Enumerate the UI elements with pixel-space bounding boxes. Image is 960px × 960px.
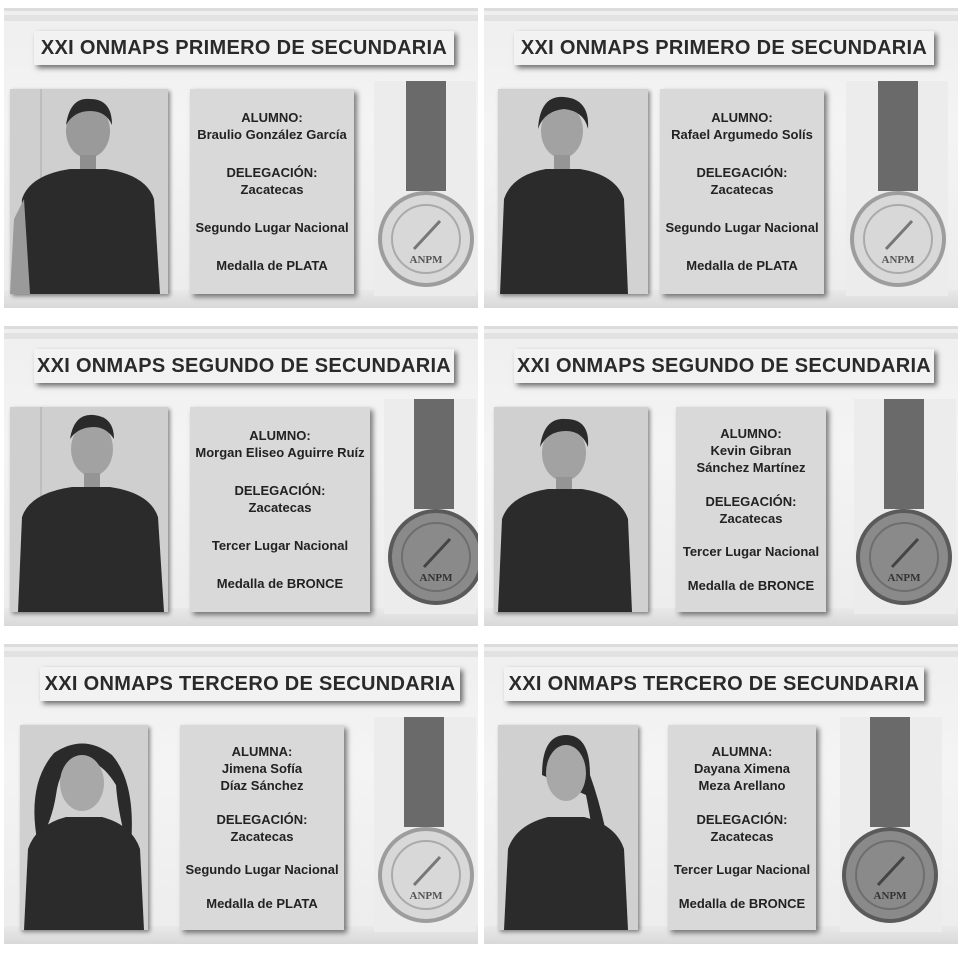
svg-text:ANPM: ANPM	[409, 254, 443, 266]
medal-image	[374, 717, 476, 932]
medal-icon	[846, 81, 948, 296]
card-banner: XXI ONMAPS TERCERO DE SECUNDARIA	[40, 667, 460, 701]
medal-image	[846, 81, 948, 296]
delegation-label: DELEGACIÓN:	[696, 165, 788, 181]
card-banner: XXI ONMAPS PRIMERO DE SECUNDARIA	[514, 31, 934, 65]
card-banner: XXI ONMAPS PRIMERO DE SECUNDARIA	[34, 31, 454, 65]
delegation-label: DELEGACIÓN:	[226, 165, 318, 181]
student-info-panel	[190, 407, 370, 612]
card-banner: XXI ONMAPS SEGUNDO DE SECUNDARIA	[34, 349, 454, 383]
student-info-panel	[660, 89, 824, 294]
svg-text:ANPM: ANPM	[409, 890, 443, 902]
delegation-value: Zacatecas	[240, 182, 304, 198]
student-photo	[494, 407, 648, 612]
medal-image	[840, 717, 942, 932]
card-banner: XXI ONMAPS TERCERO DE SECUNDARIA	[504, 667, 924, 701]
medal-icon	[374, 717, 476, 932]
student-info-panel	[668, 725, 816, 930]
student-photo	[10, 89, 168, 294]
student-info-panel	[190, 89, 354, 294]
place-text: Tercer Lugar Nacional	[682, 544, 820, 560]
student-name: Kevin Gibran	[710, 443, 792, 459]
award-card	[484, 644, 958, 944]
medal-icon	[374, 81, 476, 296]
student-figure	[498, 89, 648, 294]
delegation-label: DELEGACIÓN:	[234, 483, 326, 499]
medal-icon	[854, 399, 956, 614]
student-name-line-2: Meza Arellano	[698, 778, 786, 794]
medal-text: Medalla de BRONCE	[687, 577, 815, 593]
svg-text:ANPM: ANPM	[887, 572, 921, 584]
medal-image	[374, 81, 476, 296]
student-label: ALUMNO:	[249, 428, 311, 444]
student-figure	[10, 89, 168, 294]
student-figure	[10, 407, 168, 612]
student-photo	[498, 89, 648, 294]
medal-text: Medalla de PLATA	[686, 257, 798, 273]
award-card	[484, 8, 958, 308]
delegation-value: Zacatecas	[710, 828, 774, 844]
student-name: Braulio González García	[197, 127, 347, 143]
medal-icon	[384, 399, 478, 614]
student-label: ALUMNO:	[711, 110, 773, 126]
student-info-panel	[676, 407, 826, 612]
student-name: Rafael Argumedo Solís	[671, 127, 813, 143]
medal-text: Medalla de BRONCE	[216, 575, 344, 591]
medal-image	[384, 399, 476, 614]
student-info-panel	[180, 725, 344, 930]
award-card	[484, 326, 958, 626]
svg-text:ANPM: ANPM	[873, 890, 907, 902]
student-name: Jimena Sofía	[221, 761, 303, 777]
place-text: Segundo Lugar Nacional	[665, 219, 819, 235]
delegation-value: Zacatecas	[710, 182, 774, 198]
student-label: ALUMNA:	[231, 744, 293, 760]
student-photo	[10, 407, 168, 612]
medal-text: Medalla de PLATA	[216, 257, 328, 273]
student-photo	[498, 725, 638, 930]
place-text: Segundo Lugar Nacional	[185, 862, 339, 878]
student-name-line-2: Díaz Sánchez	[220, 778, 304, 794]
delegation-label: DELEGACIÓN:	[705, 493, 797, 509]
delegation-label: DELEGACIÓN:	[696, 811, 788, 827]
student-figure	[494, 407, 648, 612]
student-figure	[20, 725, 148, 930]
student-label: ALUMNO:	[241, 110, 303, 126]
student-label: ALUMNA:	[711, 744, 773, 760]
award-card	[4, 8, 478, 308]
student-name: Morgan Eliseo Aguirre Ruíz	[195, 445, 365, 461]
delegation-value: Zacatecas	[719, 510, 783, 526]
medal-text: Medalla de PLATA	[206, 895, 318, 911]
student-name-line-2: Sánchez Martínez	[696, 460, 806, 476]
medal-image	[854, 399, 956, 614]
place-text: Tercer Lugar Nacional	[211, 537, 349, 553]
student-figure	[498, 725, 638, 930]
svg-text:ANPM: ANPM	[881, 254, 915, 266]
place-text: Segundo Lugar Nacional	[195, 219, 349, 235]
student-label: ALUMNO:	[720, 426, 782, 442]
award-card	[4, 644, 478, 944]
delegation-value: Zacatecas	[248, 500, 312, 516]
student-name: Dayana Ximena	[693, 761, 791, 777]
medal-text: Medalla de BRONCE	[678, 895, 806, 911]
place-text: Tercer Lugar Nacional	[673, 862, 811, 878]
card-banner: XXI ONMAPS SEGUNDO DE SECUNDARIA	[514, 349, 934, 383]
medal-icon	[840, 717, 942, 932]
delegation-label: DELEGACIÓN:	[216, 811, 308, 827]
delegation-value: Zacatecas	[230, 828, 294, 844]
student-photo	[20, 725, 148, 930]
svg-text:ANPM: ANPM	[419, 572, 453, 584]
award-card	[4, 326, 478, 626]
